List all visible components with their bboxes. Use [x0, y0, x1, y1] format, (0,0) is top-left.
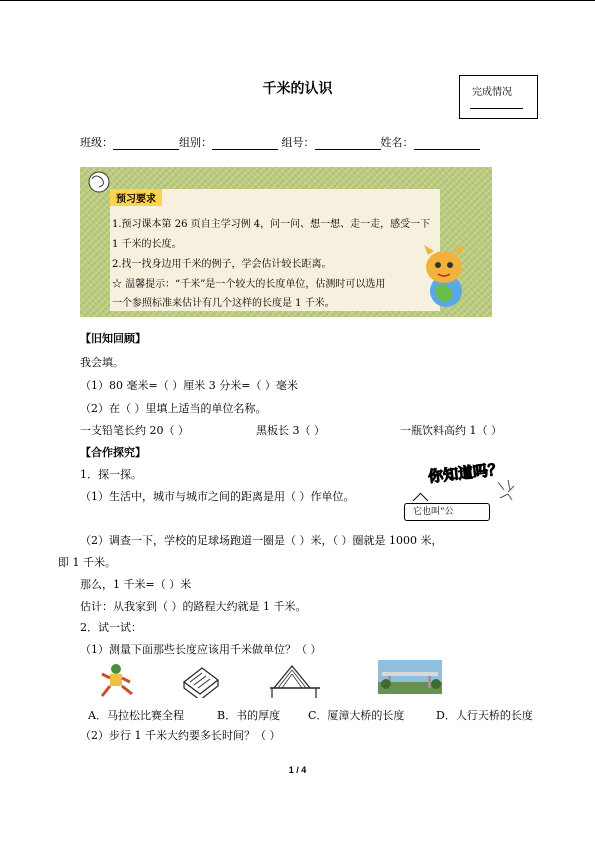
explore-kilometer-conversion: 那么，1 千米=（ ）米 [80, 578, 192, 591]
group-number-blank[interactable] [315, 137, 381, 150]
sparkle-decoration-icon [494, 478, 518, 508]
class-label: 班级： [80, 136, 113, 149]
page-number: 1 / 4 [288, 765, 307, 775]
explore-estimate: 估计：从我家到（ ）的路程大约就是 1 千米。 [80, 600, 307, 613]
option-a[interactable]: A．马拉松比赛全程 [88, 709, 184, 722]
top-rule [0, 0, 595, 1]
speech-bubble: 它也叫“公 [404, 503, 490, 521]
cartoon-mascot-icon [416, 243, 476, 309]
try-question-2: （2）步行 1 千米大约要多长时间？（ ） [80, 729, 281, 742]
completion-status-label: 完成情况 [472, 87, 512, 98]
explore-question-2-line-2: 即 1 千米。 [58, 556, 116, 569]
review-item-bottle: 一瓶饮料高约 1（ ） [400, 424, 502, 437]
review-item-blackboard: 黑板长 3（ ） [256, 424, 325, 437]
preview-line: 1 千米的长度。 [112, 239, 182, 250]
try-step-2: 2．试一试： [80, 621, 142, 634]
review-item-pencil: 一支铅笔长约 20（ ） [80, 424, 189, 437]
option-c[interactable]: C．厦漳大桥的长度 [308, 709, 405, 722]
did-you-know-title: 你知道吗？ [427, 460, 504, 486]
preview-paper [110, 189, 440, 311]
page-title: 千米的认识 [262, 81, 333, 97]
option-d[interactable]: D．人行天桥的长度 [436, 709, 533, 722]
completion-status-line [470, 108, 523, 109]
preview-line: 2.找一找身边用千米的例子，学会估计较长距离。 [112, 259, 332, 270]
review-question-1: （1）80 毫米=（ ）厘米 3 分米=（ ）毫米 [80, 379, 298, 392]
preview-line: 一个参照标准来估计有几个这样的长度是 1 千米。 [112, 298, 335, 309]
option-b[interactable]: B．书的厚度 [217, 709, 281, 722]
marathon-runner-icon [98, 662, 138, 700]
group-type-blank[interactable] [212, 137, 278, 150]
preview-line: 1.预习课本第 26 页自主学习例 4，问一问、想一想、走一走，感受一下 [112, 219, 431, 230]
name-blank[interactable] [414, 137, 480, 150]
review-intro: 我会填。 [80, 356, 124, 369]
preview-badge: 预习要求 [110, 189, 162, 206]
review-question-2: （2）在（ ）里填上适当的单位名称。 [80, 402, 267, 415]
book-icon [180, 664, 220, 698]
group-type-label: 组别： [179, 136, 212, 149]
name-label: 姓名： [380, 136, 414, 149]
explore-question-1: （1）生活中，城市与城市之间的距离是用（ ）作单位。 [80, 490, 355, 503]
bridge-icon [268, 662, 320, 700]
completion-status-box [459, 75, 538, 119]
preview-line: ☆ 温馨提示：“千米”是一个较大的长度单位，估测时可以选用 [112, 279, 386, 290]
group-number-label: 组号： [281, 136, 315, 149]
explore-question-2-line-1: （2）调查一下，学校的足球场跑道一圈是（ ）米，（ ）圈就是 1000 米， [80, 534, 443, 547]
preview-requirements-panel [80, 167, 492, 317]
pedestrian-bridge-photo [378, 660, 442, 694]
class-blank[interactable] [113, 137, 179, 150]
explore-step-1: 1．探一探。 [80, 468, 142, 481]
try-question-1: （1）测量下面那些长度应该用千米做单位？（ ） [80, 643, 322, 656]
explore-heading: 【合作探究】 [80, 446, 146, 459]
student-info-row [80, 134, 480, 150]
review-heading: 【旧知回顾】 [80, 332, 146, 345]
